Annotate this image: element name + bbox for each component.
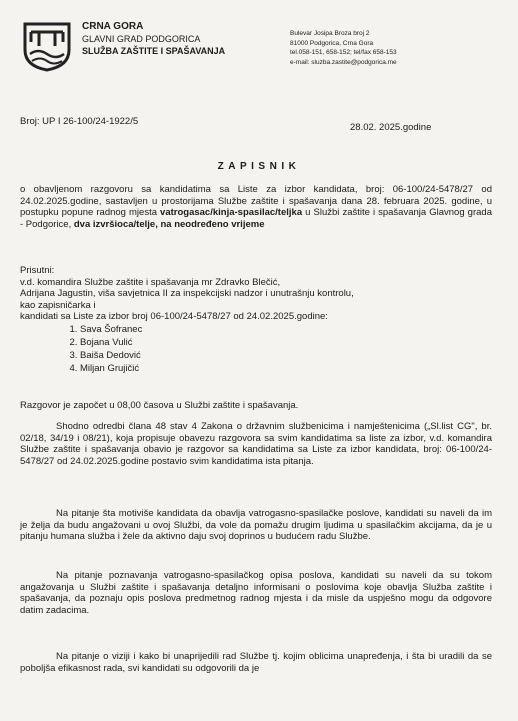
intro-paragraph (20, 184, 492, 230)
service-name: SLUŽBA ZAŠTITE I SPAŠAVANJA (82, 46, 226, 56)
organization-block (82, 21, 225, 57)
candidate-item: 2. Bojana Vulić (80, 336, 492, 349)
present-line: kandidati sa Liste za izbor broj 06-100/24-5478/27 od 24.02.2025.godine: (20, 311, 328, 322)
candidate-item: 4. Miljan Grujičić (80, 362, 492, 375)
paragraph-motivation: Na pitanje šta motiviše kandidata da obavlja vatrogasno-spasilačke poslove, kandidati su naveli da im je želja da budu angažovani u ovoj Službi, da vole da pomažu drugim ljudima u spasilačkim akcijama, da je u pitanju humana služba i žele da aktivno daju svoj doprinos u budućem radu Službe. (20, 508, 492, 542)
contact-email: e-mail: sluzba.zastite@podgorica.me (290, 58, 397, 66)
intro-text-1: o obavljenom razgovoru sa kandidatima sa Liste za izbor kandidata, broj: 06-100/24-5478/27 od 24.02.2025.godine, sastavljen u prostorijama Službe zaštite i spašavanja dana 28. februara 2025. godine, u postupku popune radnog mjesta (20, 184, 492, 218)
present-line: v.d. komandira Službe zaštite i spašavanja mr Zdravko Blečić, (20, 276, 281, 288)
country-name: CRNA GORA (82, 21, 144, 32)
contact-address: Bulevar Josipa Broza broj 2 (290, 30, 370, 37)
contact-phone: tel.058-151, 658-152; tel/fax 658-153 (290, 49, 397, 56)
paragraph-law: Shodno odredbi člana 48 stav 4 Zakona o državnim službenicima i namještenicima („Sl.list CG", br. 02/18, 34/19 i 08/21), koja propisuje obavezu razgovora sa svim kandidatima sa liste za izbor, v.d. komandira Službe zaštite i spašavanja obavio je razgovor sa kandidatima sa Liste za izbor kandidata, broj: 06-100/24-5478/27 od 24.02.2025.godine postavio svim kandidatima ista pitanja. (20, 421, 492, 467)
paragraph-vision: Na pitanje o viziji i kako bi unaprijedili rad Službe tj. kojim oblicima unapređenja, i šta bi uradili da se poboljša efikasnost rada, svi kandidati su odgovorili da je (20, 651, 492, 674)
paragraph-start: Razgovor je započet u 08,00 časova u Službi zaštite i spašavanja. (20, 400, 299, 411)
candidates-list (20, 323, 492, 375)
positions-count: dva izvršioca/telje, na neodređeno vrijeme (73, 218, 265, 230)
document-title: ZAPISNIK (217, 161, 301, 172)
contact-block (290, 29, 397, 67)
candidate-item: 1. Sava Šofranec (80, 323, 492, 336)
candidate-item: 3. Baiša Dedović (80, 349, 492, 362)
document-number: Broj: UP I 26-100/24-1922/5 (20, 116, 139, 127)
coat-of-arms-logo (22, 20, 72, 72)
present-line: Adrijana Jagustin, viša savjetnica II za inspekcijski nadzor i unutrašnju kontrolu, (20, 288, 354, 299)
intro-text-2: u Službi zaštite i spašavanja Glavnog grada - Podgorice, (20, 207, 492, 230)
city-name: GLAVNI GRAD PODGORICA (82, 34, 201, 44)
present-line: kao zapisničarka i (20, 299, 96, 311)
present-heading: Prisutni: (20, 265, 55, 276)
position-name: vatrogasac/kinja-spasilac/teljka (160, 207, 303, 218)
paragraph-knowledge: Na pitanje poznavanja vatrogasno-spasilačkog opisa poslova, kandidati su naveli da su tokom angažovanja u Službi zaštite i spašavanja detaljno informisani o poslovima koje obavlja Služba zaštite i spašavanja, da poznaju opis poslova predmetnog radnog mjesta i da misle da uspješno mogu da odgovore datim zadacima. (20, 570, 492, 616)
contact-city: 81000 Podgorica, Crna Gora (290, 39, 374, 47)
document-date: 28.02. 2025.godine (350, 122, 432, 133)
present-section (20, 265, 492, 375)
